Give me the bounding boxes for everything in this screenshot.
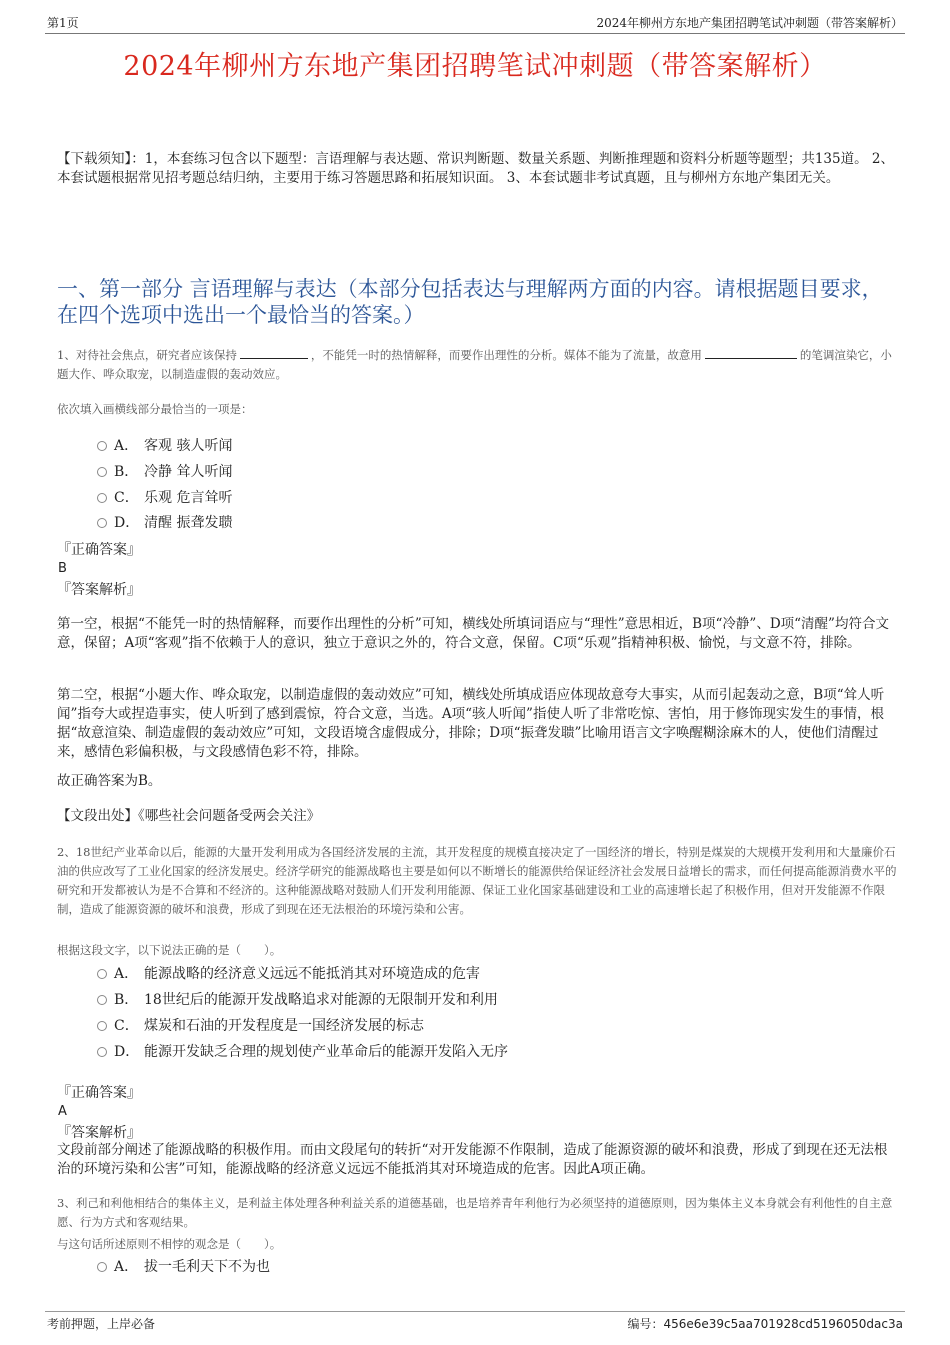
question-3-prompt: 与这句话所述原则不相悖的观念是（ ）。 (57, 1237, 282, 1251)
section-heading: 一、第一部分 言语理解与表达（本部分包括表达与理解两方面的内容。请根据题目要求，在四个选项中选出一个最恰当的答案。） (57, 277, 883, 327)
question-3-text: 3、利己和利他相结合的集体主义，是利益主体处理各种利益关系的道德基础，也是培养青年利他行为必须坚持的道德原则，因为集体主义本身就会有利他性的自主意愿、行为方式和客观结果。 (57, 1196, 893, 1229)
q1-analysis-label: 『答案解析』 (57, 582, 141, 598)
q1-source: 【文段出处】《哪些社会问题备受两会关注》 (57, 808, 321, 824)
question-1-prompt: 依次填入画横线部分最恰当的一项是： (57, 402, 253, 416)
q1-option-b[interactable]: B． 冷静 耸人听闻 (97, 462, 232, 482)
footer-code-label: 编号： (627, 1317, 664, 1331)
question-2-prompt: 根据这段文字，以下说法正确的是（ ）。 (57, 943, 282, 957)
radio-icon[interactable] (97, 969, 107, 979)
q1-answer-label: 『正确答案』 (57, 542, 141, 558)
radio-icon[interactable] (97, 441, 107, 451)
q1-option-c[interactable]: C． 乐观 危言耸听 (97, 488, 232, 508)
footer-slogan: 考前押题，上岸必备 (47, 1317, 156, 1331)
question-1-text-part-a: 1、对待社会焦点，研究者应该保持 (57, 348, 237, 362)
radio-icon[interactable] (97, 995, 107, 1005)
q2-analysis: 文段前部分阐述了能源战略的积极作用。而由文段尾句的转折“对开发能源不作限制，造成了能源资源的破坏和浪费，形成了到现在还无法根治的环境污染和公害”可知，能源战略的经济意义远远不能抵消其对环境造成的危害。因此A项正确。 (57, 1142, 888, 1177)
q3-option-a[interactable]: A． 拔一毛利天下不为也 (97, 1257, 270, 1277)
radio-icon[interactable] (97, 493, 107, 503)
fill-blank-1 (240, 347, 308, 359)
q2-analysis-label: 『答案解析』 (57, 1125, 141, 1141)
q1-option-d[interactable]: D． 清醒 振聋发聩 (97, 513, 232, 533)
footer-code (627, 1315, 903, 1332)
footer-code-value: 456e6e39c5aa701928cd5196050dac3a (663, 1317, 903, 1331)
header-divider (45, 33, 905, 34)
q2-option-d[interactable]: D． 能源开发缺乏合理的规划使产业革命后的能源开发陷入无序 (97, 1042, 508, 1062)
question-1-text (57, 346, 902, 384)
q2-option-b[interactable]: B． 18世纪后的能源开发战略追求对能源的无限制开发和利用 (97, 990, 498, 1010)
q1-answer: B (58, 561, 67, 576)
fill-blank-2 (705, 347, 797, 359)
radio-icon[interactable] (97, 1047, 107, 1057)
header-doc-title: 2024年柳州方东地产集团招聘笔试冲刺题（带答案解析） (596, 16, 903, 30)
q2-answer: A (58, 1104, 67, 1119)
radio-icon[interactable] (97, 1262, 107, 1272)
q2-option-a[interactable]: A． 能源战略的经济意义远远不能抵消其对环境造成的危害 (97, 964, 480, 984)
q2-answer-label: 『正确答案』 (57, 1085, 141, 1101)
download-notice: 【下载须知】：1，本套练习包含以下题型：言语理解与表达题、常识判断题、数量关系题、判断推理题和资料分析题等题型；共135道。 2、本套试题根据常见招考题总结归纳，主要用于练习答题思路和拓展知识面。 3、本套试题非考试真题，且与柳州方东地产集团无关。 (57, 151, 894, 186)
q1-conclusion: 故正确答案为B。 (57, 773, 162, 789)
q2-option-c[interactable]: C． 煤炭和石油的开发程度是一国经济发展的标志 (97, 1016, 424, 1036)
radio-icon[interactable] (97, 518, 107, 528)
q1-analysis-paragraph-1: 第一空，根据“不能凭一时的热情解释，而要作出理性的分析”可知，横线处所填词语应与“理性”意思相近，B项“冷静”、D项“清醒”均符合文意，保留；A项“客观”指不依赖于人的意识，独立于意识之外的，符合文意，保留。C项“乐观”指精神积极、愉悦，与文意不符，排除。 (57, 616, 889, 651)
q1-option-a[interactable]: A． 客观 骇人听闻 (97, 436, 232, 456)
question-1-text-part-c: 的笔调渲染它，小题大作、哗众取宠，以制造虚假的轰动效应。 (57, 348, 892, 381)
question-1-text-part-b: ，不能凭一时的热情解释，而要作出理性的分析。媒体不能为了流量，故意用 (310, 348, 702, 362)
document-title: 2024年柳州方东地产集团招聘笔试冲刺题（带答案解析） (123, 51, 827, 82)
radio-icon[interactable] (97, 1021, 107, 1031)
q1-analysis-paragraph-2: 第二空，根据“小题大作、哗众取宠，以制造虚假的轰动效应”可知，横线处所填成语应体现故意夸大事实，从而引起轰动之意，B项“耸人听闻”指夸大或捏造事实，使人听到了感到震惊，符合文意，当选。A项“骇人听闻”指使人听了非常吃惊、害怕，用于修饰现实发生的事情，根据“故意渲染、制造虚假的轰动效应”可知，文段语境含虚假成分，排除；D项“振聋发聩”比喻用语言文字唤醒糊涂麻木的人，使他们清醒过来，感情色彩偏积极，与文段感情色彩不符，排除。 (57, 687, 885, 760)
page-number: 第1页 (47, 16, 79, 30)
footer-divider (45, 1311, 905, 1312)
radio-icon[interactable] (97, 467, 107, 477)
question-2-text: 2、18世纪产业革命以后，能源的大量开发利用成为各国经济发展的主流，其开发程度的规模直接决定了一国经济的增长，特别是煤炭的大规模开发利用和大量廉价石油的供应改写了工业化国家的经济发展史。经济学研究的能源战略也主要是如何以不断增长的能源供给保证经济社会发展日益增长的需求，而任何提高能源消费水平的研究和开发都被认为是不合算和不经济的。这种能源战略对鼓励人们开发利用能源、保证工业化国家基础建设和工业的高速增长起了积极作用，但对开发能源不作限制，造成了能源资源的破坏和浪费，形成了到现在还无法根治的环境污染和公害。 (57, 845, 897, 916)
